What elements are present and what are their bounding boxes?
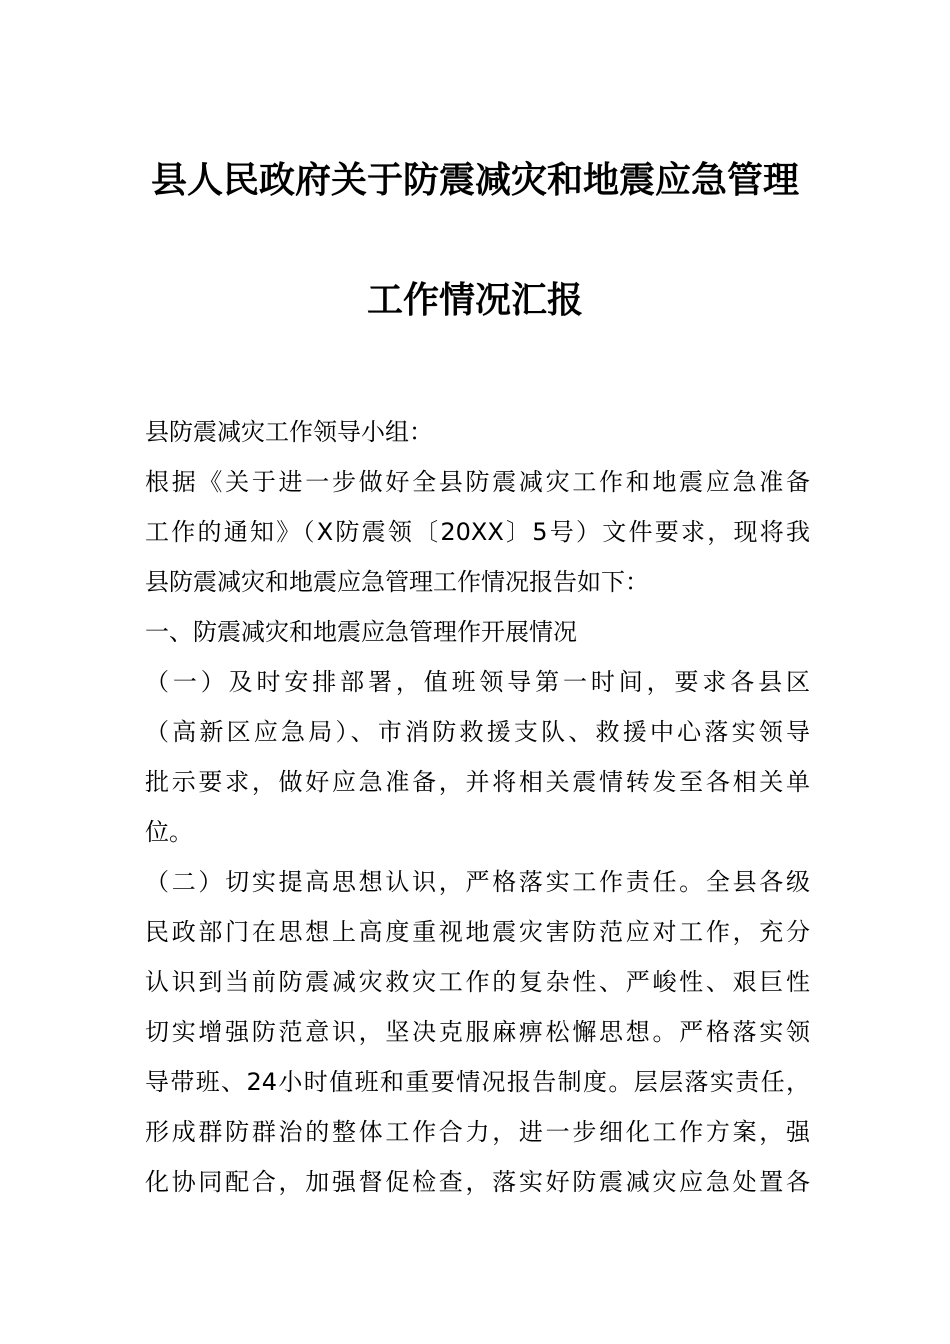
body-line: 化协同配合，加强督促检查，落实好防震减灾应急处置各 <box>145 1168 810 1196</box>
body-line: 根据《关于进一步做好全县防震减灾工作和地震应急准备 <box>145 468 810 496</box>
body-line: 位。 <box>145 818 193 846</box>
body-line: （一）及时安排部署，值班领导第一时间，要求各县区 <box>145 668 810 696</box>
salutation-line: 县防震减灾工作领导小组： <box>145 418 433 446</box>
body-line: 县防震减灾和地震应急管理工作情况报告如下： <box>145 568 649 596</box>
body-line: 认识到当前防震减灾救灾工作的复杂性、严峻性、艰巨性 <box>145 968 810 996</box>
section-heading-line: 一、防震减灾和地震应急管理作开展情况 <box>145 618 577 646</box>
body-line: 工作的通知》（X防震领〔20XX〕5号）文件要求，现将我 <box>145 518 810 546</box>
body-line: 导带班、24小时值班和重要情况报告制度。层层落实责任， <box>145 1068 810 1096</box>
body-line: 批示要求，做好应急准备，并将相关震情转发至各相关单 <box>145 768 810 796</box>
body-line: 切实增强防范意识，坚决克服麻痹松懈思想。严格落实领 <box>145 1018 810 1046</box>
document-title-line-1: 县人民政府关于防震减灾和地震应急管理 <box>150 159 799 201</box>
body-line: 民政部门在思想上高度重视地震灾害防范应对工作，充分 <box>145 918 810 946</box>
body-line: 形成群防群治的整体工作合力，进一步细化工作方案，强 <box>145 1118 810 1146</box>
body-line: （二）切实提高思想认识，严格落实工作责任。全县各级 <box>145 868 810 896</box>
document-body <box>145 407 810 1207</box>
document-title-line-2: 工作情况汇报 <box>366 279 583 321</box>
body-line: （高新区应急局）、市消防救援支队、救援中心落实领导 <box>145 718 810 746</box>
